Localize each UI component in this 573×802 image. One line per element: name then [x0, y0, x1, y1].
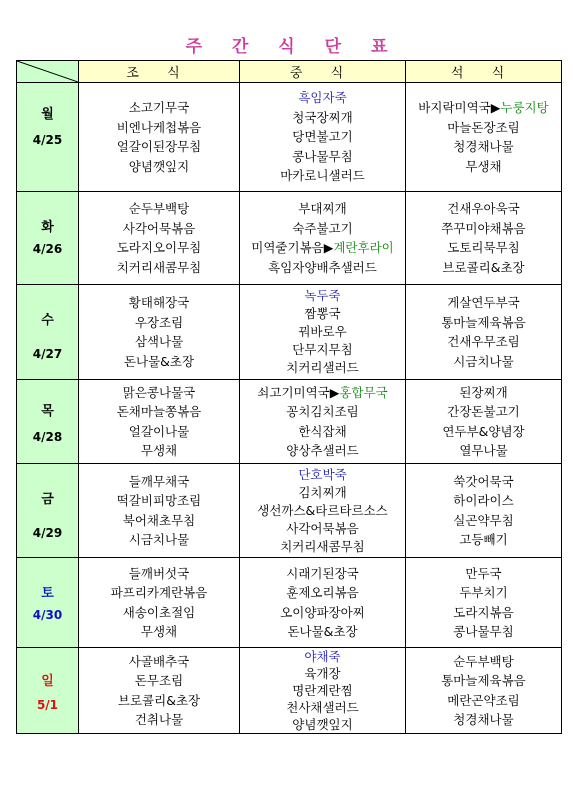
menu-item: 흑임자양배추샐러드 [268, 259, 377, 275]
day-name: 수 [41, 313, 54, 328]
day-cell [17, 83, 79, 192]
menu-item-alt: 홍합무국 [339, 384, 388, 400]
day-cell [17, 285, 79, 380]
menu-item: 들깨무채국 [128, 473, 190, 489]
menu-item: 비엔나케첩볶음 [116, 119, 202, 135]
page-title: 주 간 식 단 표 [185, 37, 400, 57]
menu-item: 브로콜리&초장 [442, 259, 525, 275]
menu-item: 양상추샐러드 [286, 443, 359, 458]
menu-item: 마카로니샐러드 [280, 168, 365, 184]
menu-item: 두부치기 [459, 585, 508, 600]
menu-item: 꿔바로우 [298, 324, 347, 339]
day-row-wed [17, 285, 562, 380]
menu-item-alt: 누룽지탕 [500, 100, 549, 115]
dinner-cell [406, 648, 562, 734]
menu-item: 청경채나물 [453, 712, 514, 727]
header-breakfast: 조 식 [79, 61, 240, 83]
day-name: 월 [41, 107, 54, 122]
menu-item: 도라지볶음 [453, 604, 514, 620]
menu-item: 천사채샐러드 [286, 700, 359, 715]
menu-item: 하이라이스 [453, 493, 514, 508]
day-cell [17, 558, 79, 648]
menu-item: 시금치나물 [128, 532, 190, 547]
menu-item: 돈나물&초장 [123, 353, 195, 369]
lunch-cell [240, 192, 406, 285]
menu-item: 김치찌개 [298, 484, 347, 500]
menu-item: 치커리새콤무침 [280, 538, 365, 554]
menu-item: 쑥갓어묵국 [453, 473, 514, 489]
menu-item: 삼색나물 [134, 334, 184, 349]
dinner-cell [406, 83, 562, 192]
menu-item: 파프리카계란볶음 [110, 585, 208, 600]
menu-item: 사각어묵볶음 [122, 220, 196, 236]
menu-item: 연두부&양념장 [442, 423, 525, 439]
menu-item: 브로콜리&초장 [117, 692, 201, 708]
menu-item: 치커리샐러드 [286, 360, 359, 375]
menu-item: 건새우무조림 [447, 334, 520, 349]
day-name: 화 [41, 220, 54, 235]
header-dinner: 석 식 [406, 61, 562, 83]
menu-item: 명란계란찜 [292, 683, 353, 698]
menu-item: 만두국 [465, 565, 502, 581]
menu-item: 간장돈불고기 [447, 404, 520, 419]
menu-item: 북어채초무침 [122, 512, 196, 528]
day-date: 4/29 [32, 526, 63, 540]
day-name: 일 [41, 674, 54, 689]
breakfast-cell [79, 380, 240, 464]
menu-item: 오이양파장아찌 [280, 604, 365, 620]
day-cell [17, 464, 79, 558]
menu-item: 당면불고기 [292, 129, 353, 145]
menu-item: 훈제오리볶음 [286, 585, 359, 600]
menu-item-main: 쇠고기미역국▶ [257, 384, 340, 400]
menu-item: 게살연두부국 [447, 295, 520, 310]
day-date: 5/1 [36, 698, 59, 712]
menu-item: 콩나물무침 [453, 624, 514, 639]
menu-item: 떡갈비피망조림 [116, 493, 202, 508]
menu-item: 통마늘제육볶음 [441, 314, 526, 330]
menu-item: 시금치나물 [453, 353, 514, 369]
menu-item: 열무나물 [459, 443, 508, 458]
breakfast-cell [79, 558, 240, 648]
lunch-cell [240, 285, 406, 380]
corner-cell [17, 61, 79, 83]
lunch-cell [240, 558, 406, 648]
day-row-thu [17, 380, 562, 464]
weekly-menu-table [16, 60, 562, 734]
day-date: 4/30 [32, 608, 63, 622]
dinner-cell [406, 558, 562, 648]
dinner-cell [406, 285, 562, 380]
day-row-tue [17, 192, 562, 285]
day-row-sun [17, 648, 562, 734]
day-date: 4/25 [32, 133, 63, 147]
menu-item: 사각어묵볶음 [286, 520, 359, 536]
menu-item [240, 383, 405, 403]
breakfast-cell [79, 648, 240, 734]
day-name: 토 [41, 586, 54, 601]
day-cell [17, 648, 79, 734]
menu-item [240, 238, 405, 258]
menu-item: 무생채 [140, 443, 178, 458]
breakfast-cell [79, 285, 240, 380]
day-name: 금 [41, 492, 54, 507]
menu-item: 짬뽕국 [304, 306, 341, 321]
dinner-cell [406, 464, 562, 558]
menu-item: 돈나물&초장 [287, 624, 358, 639]
menu-item: 청경채나물 [453, 139, 514, 154]
menu-item-special: 야채죽 [304, 649, 341, 664]
menu-item: 통마늘제육볶음 [441, 673, 526, 688]
menu-item: 치커리새콤무침 [116, 259, 202, 275]
menu-item: 무생채 [465, 158, 502, 174]
menu-item-special: 녹두죽 [304, 288, 341, 303]
menu-item: 들깨버섯국 [128, 565, 190, 581]
day-date: 4/27 [32, 347, 63, 361]
menu-item: 순두부백탕 [453, 653, 514, 669]
menu-item: 된장찌개 [459, 384, 508, 400]
day-date: 4/28 [32, 430, 63, 444]
menu-item: 고등빼기 [459, 532, 508, 547]
menu-item: 소고기무국 [128, 100, 190, 115]
menu-item: 메란곤약조림 [447, 692, 520, 708]
dinner-cell [406, 380, 562, 464]
menu-item: 육개장 [304, 666, 341, 681]
day-cell [17, 192, 79, 285]
menu-item: 마늘돈장조림 [447, 119, 520, 135]
menu-item: 양념깻잎지 [292, 717, 353, 732]
day-cell [17, 380, 79, 464]
menu-item: 우장조림 [134, 314, 184, 330]
day-row-sat [17, 558, 562, 648]
menu-item: 건새우아욱국 [447, 201, 520, 216]
menu-item: 꽁치김치조림 [286, 404, 359, 419]
day-row-mon [17, 83, 562, 192]
menu-item: 양념깻잎지 [128, 158, 190, 174]
menu-item: 쭈꾸미야채볶음 [441, 220, 526, 236]
menu-item [406, 98, 561, 118]
menu-item: 무생채 [140, 624, 178, 639]
breakfast-cell [79, 192, 240, 285]
menu-item: 맑은콩나물국 [122, 384, 196, 400]
breakfast-cell [79, 83, 240, 192]
menu-item: 콩나물무침 [292, 148, 353, 164]
day-row-fri [17, 464, 562, 558]
menu-item: 건취나물 [134, 712, 184, 727]
menu-item: 부대찌개 [298, 201, 347, 216]
menu-item: 새송이초절임 [122, 604, 196, 620]
menu-item: 도라지오이무침 [116, 240, 202, 255]
header-lunch: 중 식 [240, 61, 406, 83]
menu-item: 시래기된장국 [286, 565, 359, 581]
day-name: 목 [41, 404, 54, 419]
lunch-cell [240, 83, 406, 192]
menu-item-special: 단호박죽 [298, 466, 347, 482]
dinner-cell [406, 192, 562, 285]
menu-item: 숙주불고기 [292, 220, 353, 236]
menu-item: 단무지무침 [292, 342, 353, 357]
menu-item: 청국장찌개 [292, 109, 353, 125]
menu-item: 한식잡채 [298, 423, 347, 439]
menu-item: 도토리묵무침 [447, 240, 520, 255]
menu-item: 황태해장국 [128, 295, 190, 310]
menu-item: 실곤약무침 [453, 512, 514, 528]
menu-item: 돈무조림 [134, 673, 184, 688]
lunch-cell [240, 464, 406, 558]
menu-item-alt: 계란후라이 [333, 240, 394, 255]
day-date: 4/26 [32, 242, 63, 256]
menu-item-main: 바지락미역국▶ [418, 100, 501, 115]
diagonal-line [17, 61, 78, 82]
lunch-cell [240, 648, 406, 734]
menu-item: 생선까스&타르타르소스 [257, 502, 388, 518]
header-row [17, 61, 562, 83]
menu-item: 사골배추국 [128, 653, 190, 669]
menu-item: 순두부백탕 [128, 201, 190, 216]
menu-item: 얼갈이된장무침 [116, 139, 202, 154]
breakfast-cell [79, 464, 240, 558]
menu-item-special: 흑임자죽 [298, 90, 347, 106]
menu-item: 돈채마늘쫑볶음 [116, 404, 202, 419]
menu-item: 얼갈이나물 [128, 423, 190, 439]
menu-item-main: 미역줄기볶음▶ [251, 240, 334, 255]
lunch-cell [240, 380, 406, 464]
